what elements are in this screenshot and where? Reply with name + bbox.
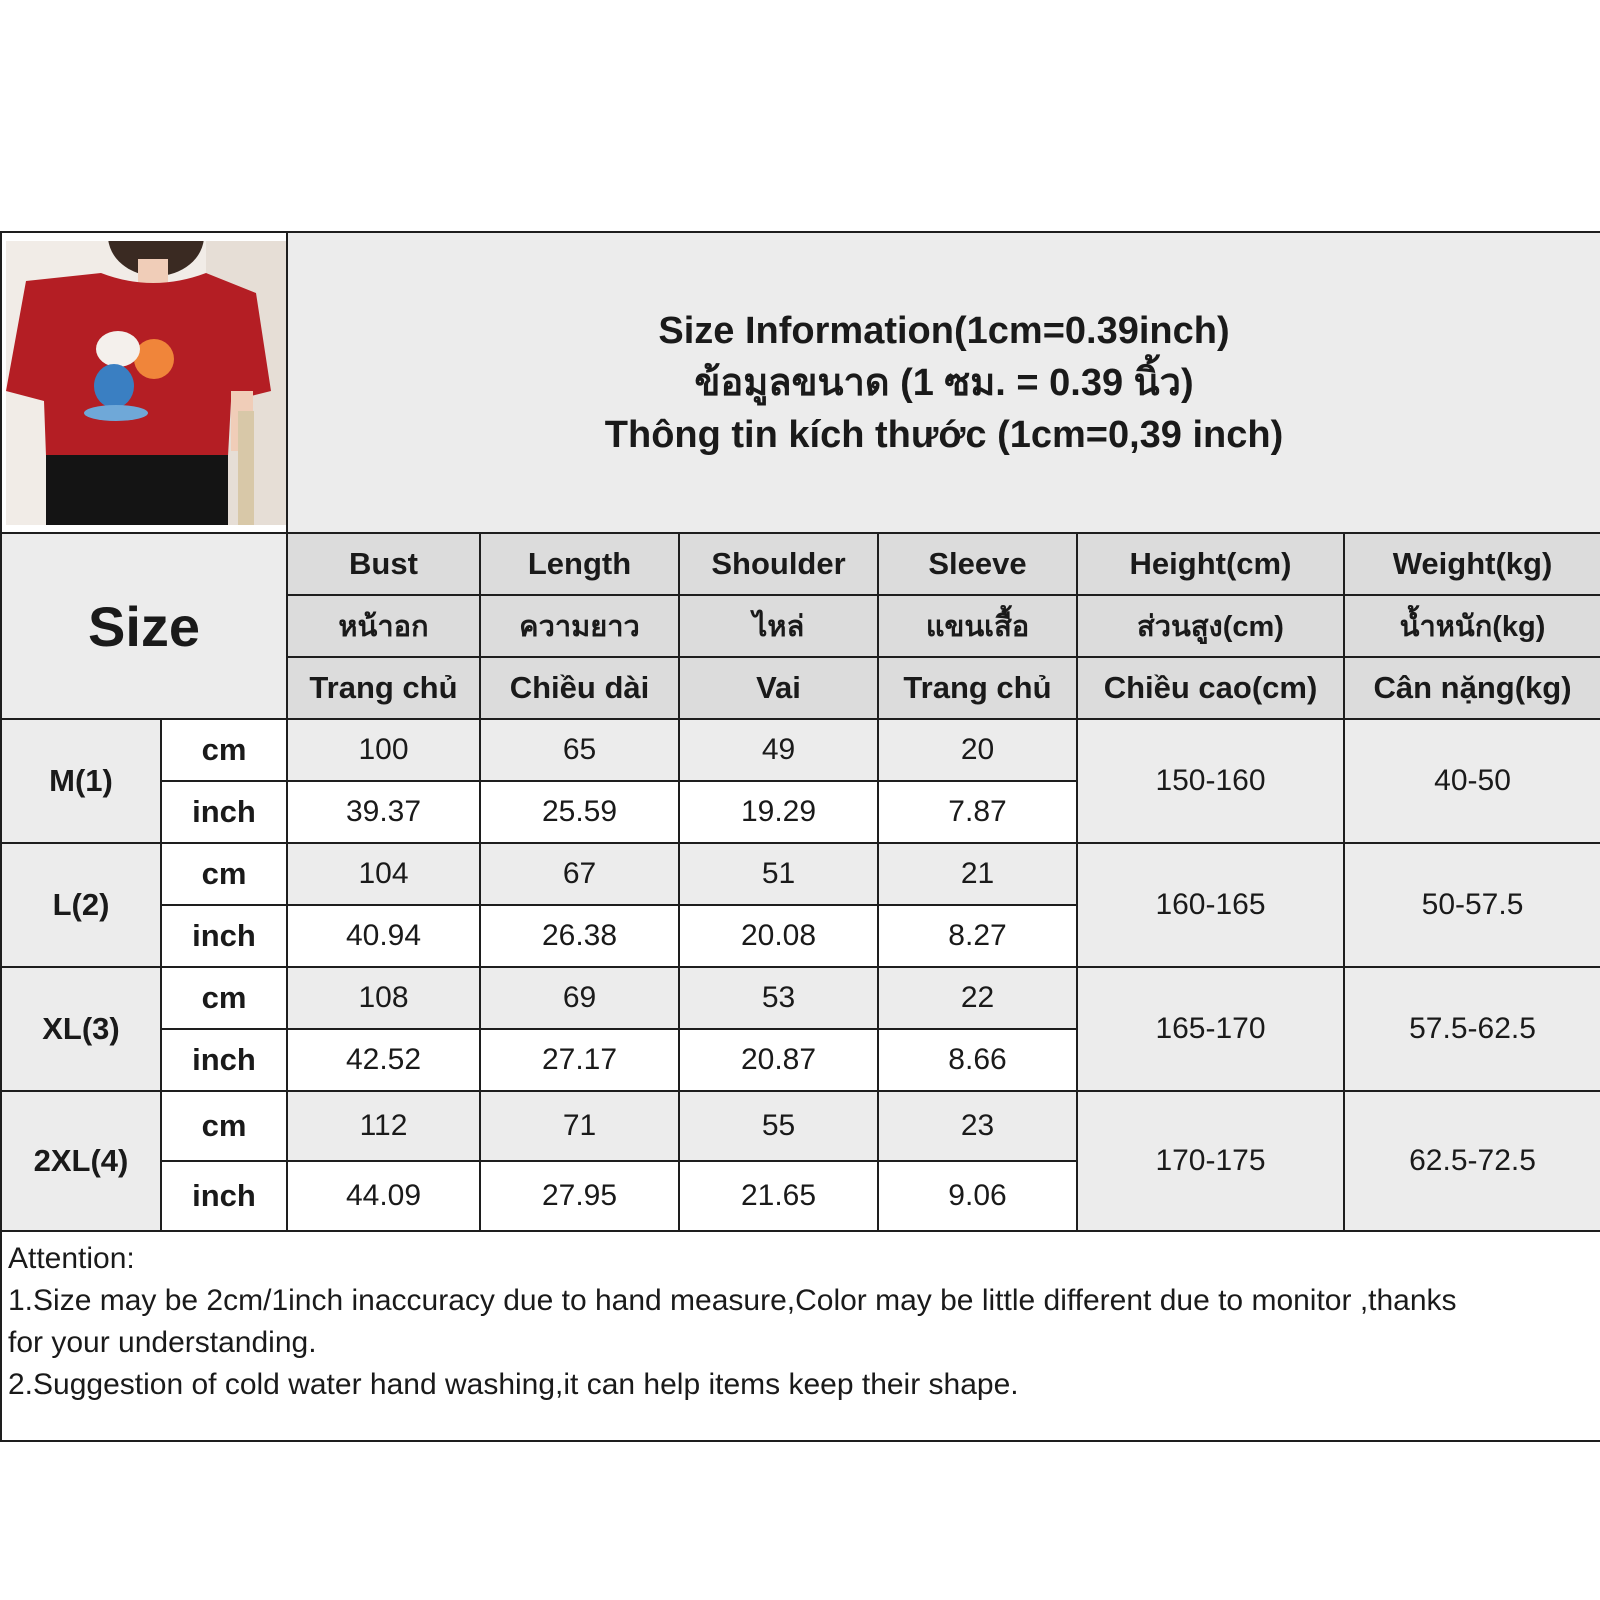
header-shoulder-vi: Vai <box>679 657 878 719</box>
unit-cm: cm <box>161 967 287 1029</box>
product-photo-cell <box>1 232 287 533</box>
shoulder-inch-l: 20.08 <box>679 905 878 967</box>
header-length-en: Length <box>480 533 679 595</box>
unit-inch: inch <box>161 1029 287 1091</box>
print-base <box>84 405 148 421</box>
bust-inch-xl: 42.52 <box>287 1029 480 1091</box>
height-range-m: 150-160 <box>1077 719 1344 843</box>
bust-cm-l: 104 <box>287 843 480 905</box>
attention-note-1-continued: for your understanding. <box>8 1326 317 1359</box>
bust-cm-xl: 108 <box>287 967 480 1029</box>
length-cm-2xl: 71 <box>480 1091 679 1161</box>
length-cm-m: 65 <box>480 719 679 781</box>
print-body <box>94 364 134 408</box>
header-height-th: ส่วนสูง(cm) <box>1077 595 1344 657</box>
sleeve-cm-m: 20 <box>878 719 1077 781</box>
attention-heading: Attention: <box>8 1242 135 1275</box>
sleeve-inch-xl: 8.66 <box>878 1029 1077 1091</box>
shoulder-cm-2xl: 55 <box>679 1091 878 1161</box>
weight-range-xl: 57.5-62.5 <box>1344 967 1600 1091</box>
tote-bag-strap <box>238 411 254 525</box>
height-range-2xl: 170-175 <box>1077 1091 1344 1231</box>
header-shoulder-en: Shoulder <box>679 533 878 595</box>
weight-range-m: 40-50 <box>1344 719 1600 843</box>
title-thai: ข้อมูลขนาด (1 ซม. = 0.39 นิ้ว) <box>694 361 1194 404</box>
shoulder-inch-m: 19.29 <box>679 781 878 843</box>
product-photo <box>6 241 286 525</box>
header-bust-en: Bust <box>287 533 480 595</box>
title-english: Size Information(1cm=0.39inch) <box>658 309 1230 352</box>
header-weight-th: น้ำหนัก(kg) <box>1344 595 1600 657</box>
print-flower <box>134 339 174 379</box>
height-range-l: 160-165 <box>1077 843 1344 967</box>
sleeve-cm-2xl: 23 <box>878 1091 1077 1161</box>
sleeve-inch-2xl: 9.06 <box>878 1161 1077 1231</box>
unit-inch: inch <box>161 781 287 843</box>
header-length-vi: Chiều dài <box>480 657 679 719</box>
unit-inch: inch <box>161 1161 287 1231</box>
header-height-vi: Chiều cao(cm) <box>1077 657 1344 719</box>
shoulder-cm-xl: 53 <box>679 967 878 1029</box>
length-inch-l: 26.38 <box>480 905 679 967</box>
bust-inch-m: 39.37 <box>287 781 480 843</box>
attention-note-2: 2.Suggestion of cold water hand washing,it can help items keep their shape. <box>8 1368 1019 1401</box>
attention-note-1: 1.Size may be 2cm/1inch inaccuracy due to hand measure,Color may be little different due to monitor ,thanks <box>8 1284 1457 1317</box>
title-cell <box>287 232 1600 533</box>
length-inch-xl: 27.17 <box>480 1029 679 1091</box>
header-weight-en: Weight(kg) <box>1344 533 1600 595</box>
header-sleeve-th: แขนเสื้อ <box>878 595 1077 657</box>
unit-cm: cm <box>161 719 287 781</box>
length-inch-2xl: 27.95 <box>480 1161 679 1231</box>
sleeve-cm-xl: 22 <box>878 967 1077 1029</box>
size-header: Size <box>1 533 287 719</box>
shoulder-inch-2xl: 21.65 <box>679 1161 878 1231</box>
length-inch-m: 25.59 <box>480 781 679 843</box>
sleeve-inch-m: 7.87 <box>878 781 1077 843</box>
header-weight-vi: Cân nặng(kg) <box>1344 657 1600 719</box>
size-table <box>0 231 1600 1442</box>
sleeve-inch-l: 8.27 <box>878 905 1077 967</box>
bust-inch-l: 40.94 <box>287 905 480 967</box>
header-height-en: Height(cm) <box>1077 533 1344 595</box>
shoulder-cm-l: 51 <box>679 843 878 905</box>
title-vietnamese: Thông tin kích thước (1cm=0,39 inch) <box>604 413 1284 456</box>
size-label-xl: XL(3) <box>1 967 161 1091</box>
header-shoulder-th: ไหล่ <box>679 595 878 657</box>
size-label-2xl: 2XL(4) <box>1 1091 161 1231</box>
print-face <box>96 331 140 367</box>
unit-cm: cm <box>161 843 287 905</box>
header-bust-th: หน้าอก <box>287 595 480 657</box>
weight-range-2xl: 62.5-72.5 <box>1344 1091 1600 1231</box>
weight-range-l: 50-57.5 <box>1344 843 1600 967</box>
header-sleeve-vi: Trang chủ <box>878 657 1077 719</box>
unit-cm: cm <box>161 1091 287 1161</box>
header-bust-vi: Trang chủ <box>287 657 480 719</box>
attention-notes <box>1 1231 1600 1441</box>
length-cm-l: 67 <box>480 843 679 905</box>
header-sleeve-en: Sleeve <box>878 533 1077 595</box>
length-cm-xl: 69 <box>480 967 679 1029</box>
height-range-xl: 165-170 <box>1077 967 1344 1091</box>
bust-cm-2xl: 112 <box>287 1091 480 1161</box>
size-chart <box>0 231 1600 1442</box>
model-skirt <box>46 455 228 525</box>
bust-inch-2xl: 44.09 <box>287 1161 480 1231</box>
shoulder-inch-xl: 20.87 <box>679 1029 878 1091</box>
shoulder-cm-m: 49 <box>679 719 878 781</box>
size-label-m: M(1) <box>1 719 161 843</box>
size-label-l: L(2) <box>1 843 161 967</box>
sleeve-cm-l: 21 <box>878 843 1077 905</box>
bust-cm-m: 100 <box>287 719 480 781</box>
header-length-th: ความยาว <box>480 595 679 657</box>
unit-inch: inch <box>161 905 287 967</box>
